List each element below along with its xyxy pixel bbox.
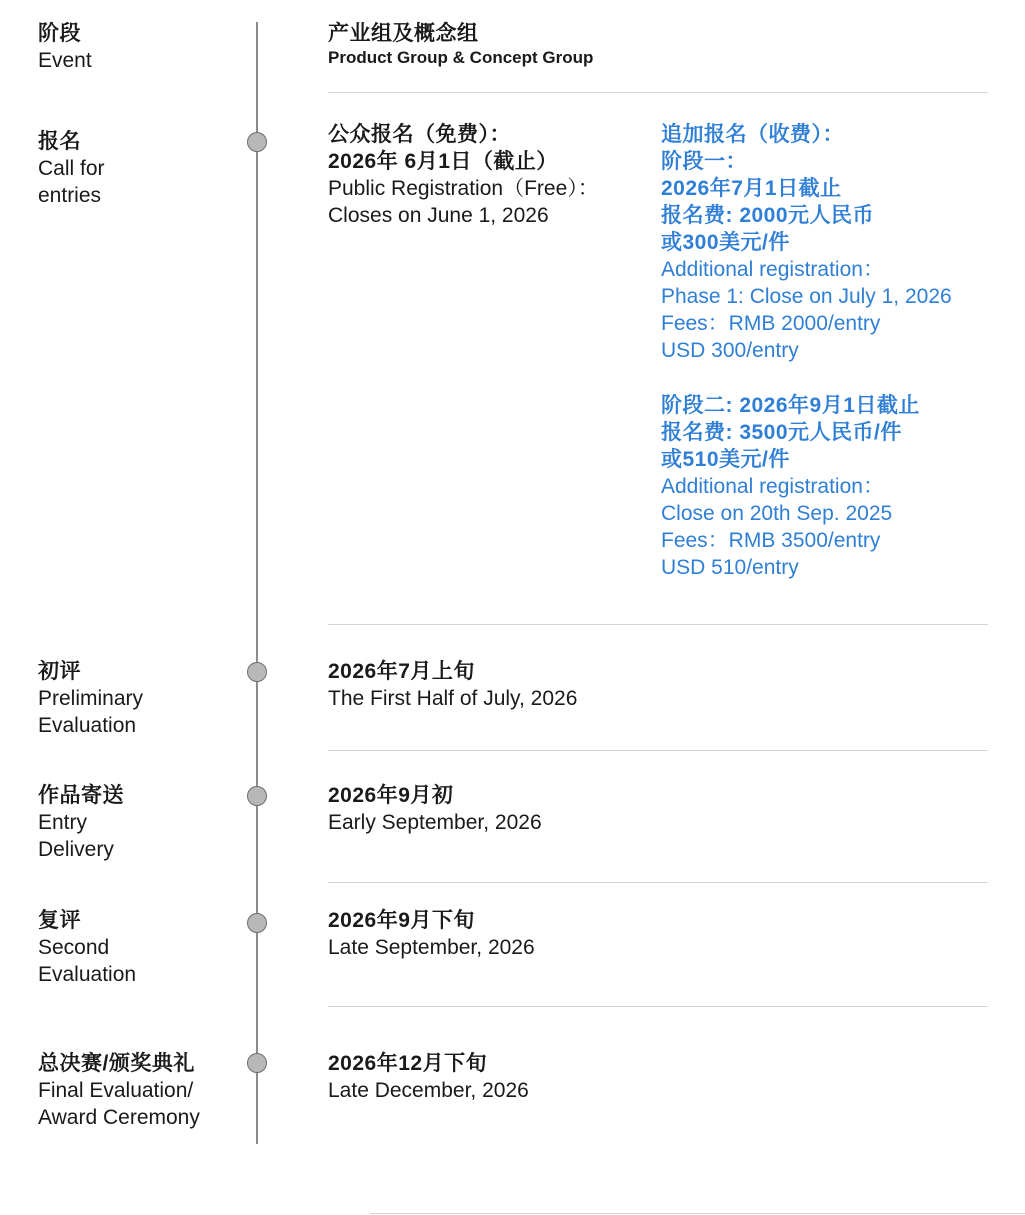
detail-en: Late December, 2026 bbox=[328, 1079, 529, 1102]
detail-en: Late September, 2026 bbox=[328, 936, 535, 959]
stage-label-preliminary bbox=[38, 658, 143, 739]
stage-label-zh: 作品寄送 bbox=[38, 784, 124, 807]
phase2-en: Close on 20th Sep. 2025 bbox=[661, 502, 893, 525]
divider bbox=[328, 92, 988, 93]
group-header-en: Product Group & Concept Group bbox=[328, 48, 594, 67]
detail-en: Closes on June 1, 2026 bbox=[328, 204, 549, 227]
phase1-zh: 报名费: 2000元人民币 bbox=[661, 204, 875, 227]
phase1-en: Fees：RMB 2000/entry bbox=[661, 312, 881, 335]
phase2-zh: 或510美元/件 bbox=[661, 448, 790, 471]
stage-detail-registration bbox=[328, 121, 599, 229]
stage-label-zh: 复评 bbox=[38, 909, 81, 932]
stage-label-final bbox=[38, 1050, 200, 1131]
timeline-dot bbox=[247, 132, 267, 152]
timeline-line bbox=[256, 22, 258, 1144]
stage-label-en: Delivery bbox=[38, 838, 114, 861]
divider bbox=[370, 1213, 1025, 1214]
stage-label-zh: 报名 bbox=[38, 130, 81, 153]
stage-detail-second bbox=[328, 907, 535, 961]
stage-label-en: Award Ceremony bbox=[38, 1106, 200, 1129]
timeline-dot bbox=[247, 662, 267, 682]
stage-label-en: Call for bbox=[38, 157, 105, 180]
timeline-dot bbox=[247, 913, 267, 933]
detail-en: Early September, 2026 bbox=[328, 811, 542, 834]
event-header-zh: 阶段 bbox=[38, 22, 81, 45]
additional-registration-phase2 bbox=[661, 392, 920, 581]
detail-zh: 2026年12月下旬 bbox=[328, 1052, 488, 1075]
phase1-zh: 阶段一： bbox=[661, 150, 747, 173]
stage-label-zh: 总决赛/颁奖典礼 bbox=[38, 1052, 195, 1075]
stage-label-delivery bbox=[38, 782, 124, 863]
divider bbox=[328, 1006, 988, 1007]
phase1-zh: 或300美元/件 bbox=[661, 231, 790, 254]
phase2-en: USD 510/entry bbox=[661, 556, 799, 579]
stage-label-en: entries bbox=[38, 184, 102, 207]
phase1-en: Phase 1: Close on July 1, 2026 bbox=[661, 285, 952, 308]
phase2-en: Additional registration： bbox=[661, 475, 884, 498]
stage-label-en: Evaluation bbox=[38, 963, 137, 986]
detail-en: The First Half of July, 2026 bbox=[328, 687, 578, 710]
event-header-en: Event bbox=[38, 49, 92, 72]
phase2-zh: 报名费: 3500元人民币/件 bbox=[661, 421, 902, 444]
group-header-zh: 产业组及概念组 bbox=[328, 22, 479, 45]
detail-zh: 公众报名（免费）： bbox=[328, 123, 511, 146]
stage-detail-delivery bbox=[328, 782, 542, 836]
stage-label-en: Final Evaluation/ bbox=[38, 1079, 194, 1102]
stage-detail-preliminary bbox=[328, 658, 577, 712]
timeline-dot bbox=[247, 786, 267, 806]
phase2-en: Fees：RMB 3500/entry bbox=[661, 529, 881, 552]
detail-en: Public Registration（Free）： bbox=[328, 177, 599, 200]
stage-label-zh: 初评 bbox=[38, 660, 81, 683]
phase1-en: Additional registration： bbox=[661, 258, 884, 281]
group-header bbox=[328, 20, 593, 69]
stage-detail-final bbox=[328, 1050, 529, 1104]
phase1-zh: 2026年7月1日截止 bbox=[661, 177, 842, 200]
detail-zh: 2026年 6月1日（截止） bbox=[328, 150, 558, 173]
stage-label-en: Entry bbox=[38, 811, 88, 834]
divider bbox=[328, 624, 988, 625]
phase2-zh: 阶段二: 2026年9月1日截止 bbox=[661, 394, 920, 417]
stage-label-en: Evaluation bbox=[38, 714, 137, 737]
stage-label-registration bbox=[38, 128, 105, 209]
stage-label-second bbox=[38, 907, 136, 988]
divider bbox=[328, 882, 988, 883]
timeline-dot bbox=[247, 1053, 267, 1073]
phase1-zh: 追加报名（收费）： bbox=[661, 123, 844, 146]
detail-zh: 2026年9月下旬 bbox=[328, 909, 475, 932]
phase1-en: USD 300/entry bbox=[661, 339, 799, 362]
divider bbox=[328, 750, 988, 751]
stage-label-en: Preliminary bbox=[38, 687, 144, 710]
stage-label-en: Second bbox=[38, 936, 110, 959]
event-header bbox=[38, 20, 92, 74]
detail-zh: 2026年9月初 bbox=[328, 784, 454, 807]
detail-zh: 2026年7月上旬 bbox=[328, 660, 475, 683]
additional-registration-phase1 bbox=[661, 121, 952, 364]
